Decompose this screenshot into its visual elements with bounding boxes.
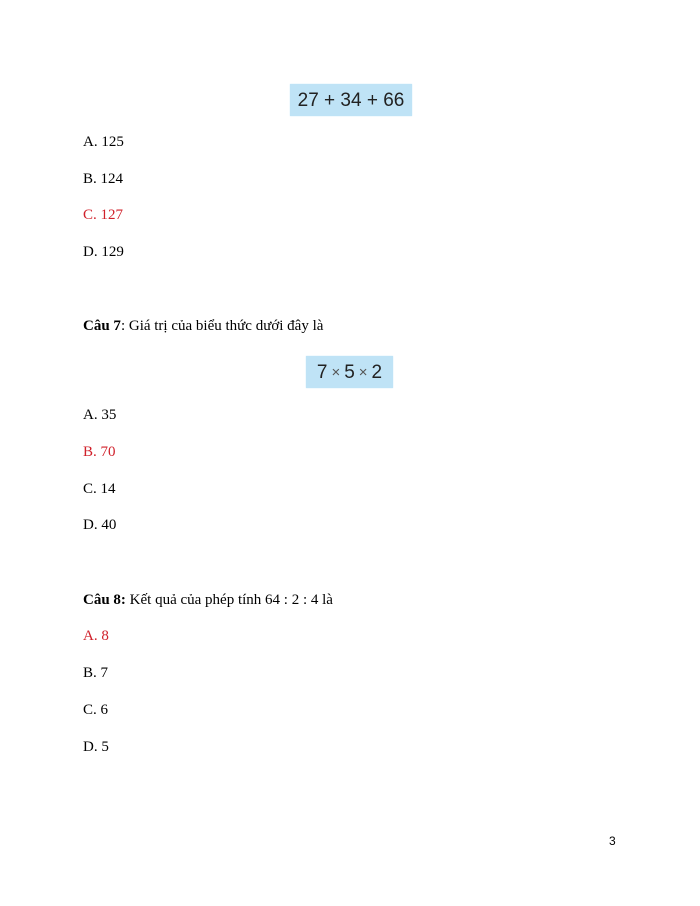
answer-option-correct: A. 8 [83, 628, 109, 644]
answer-option: C. 14 [83, 481, 116, 497]
question-prompt: : Giá trị của biểu thức dưới đây là [120, 318, 324, 334]
answer-option: B. 124 [83, 171, 124, 187]
multiply-symbol: × [358, 363, 368, 381]
expression-number: 7 [316, 361, 328, 383]
answer-option: D. 5 [83, 739, 109, 755]
question-heading-q8 [83, 591, 333, 609]
answer-option: A. 35 [83, 407, 117, 423]
answer-option-correct: B. 70 [83, 444, 116, 460]
question-label: Câu 7 [83, 318, 121, 334]
answer-option: A. 125 [83, 134, 124, 150]
expression-text: 27 + 34 + 66 [297, 89, 405, 111]
answer-option: B. 7 [83, 665, 109, 681]
expression-box-q6 [290, 84, 412, 116]
question-heading-q7 [83, 317, 323, 335]
page-number: 3 [609, 834, 616, 848]
answer-option: D. 40 [83, 517, 117, 533]
multiply-symbol: × [331, 363, 341, 381]
question-label: Câu 8: [83, 592, 126, 608]
answer-option-correct: C. 127 [83, 207, 124, 223]
expression-number: 5 [344, 361, 355, 383]
expression-number: 2 [371, 361, 383, 383]
answer-option: C. 6 [83, 702, 109, 718]
answer-option: D. 129 [83, 244, 124, 260]
expression-box-q7 [306, 356, 393, 388]
question-prompt: Kết quả của phép tính 64 : 2 : 4 là [125, 592, 333, 608]
